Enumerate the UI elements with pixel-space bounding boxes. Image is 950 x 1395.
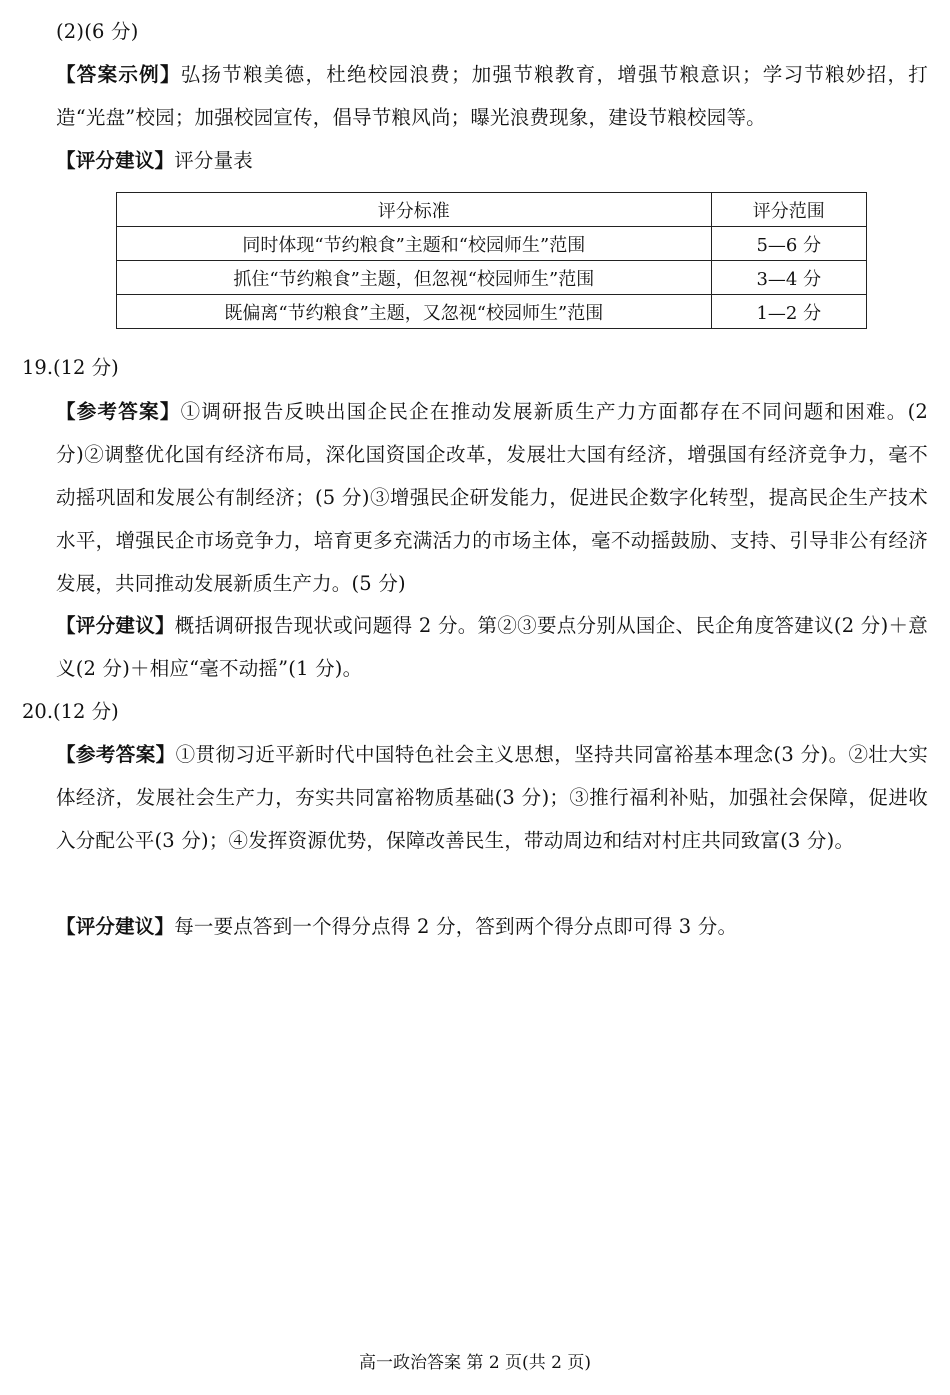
- answer-label: 【参考答案】: [56, 743, 176, 766]
- table-header-row: [117, 193, 867, 227]
- scoring-text: 评分量表: [174, 149, 254, 172]
- criteria-cell: 抓住“节约粮食”主题，但忽视“校园师生”范围: [117, 261, 712, 295]
- header-range: 评分范围: [711, 193, 866, 227]
- answer-label: 【参考答案】: [56, 400, 181, 423]
- criteria-cell: 既偏离“节约粮食”主题，又忽视“校园师生”范围: [117, 295, 712, 329]
- range-cell: 1—2 分: [711, 295, 866, 329]
- q19-header: 19.(12 分): [22, 356, 119, 379]
- header-criteria: 评分标准: [117, 193, 712, 227]
- part2-scoring: [56, 139, 928, 182]
- scoring-label: 【评分建议】: [56, 614, 175, 637]
- scoring-text: 概括调研报告现状或问题得 2 分。第②③要点分别从国企、民企角度答建议(2 分)＋意义(2 分)＋相应“毫不动摇”(1 分)。: [56, 614, 929, 680]
- table-row: [117, 261, 867, 295]
- table-row: [117, 295, 867, 329]
- scoring-rubric-table: [116, 192, 867, 329]
- q20-scoring: [56, 905, 928, 948]
- page-footer: 高一政治答案 第 2 页(共 2 页): [359, 1353, 591, 1373]
- range-cell: 5—6 分: [711, 227, 866, 261]
- answer-text: ①贯彻习近平新时代中国特色社会主义思想，坚持共同富裕基本理念(3 分)。②壮大实体经济，发展社会生产力，夯实共同富裕物质基础(3 分)；③推行福利补贴，加强社会保障，促进收入分配公平(3 分)；④发挥资源优势，保障改善民生，带动周边和结对村庄共同致富(3 分)。: [56, 743, 928, 852]
- q20-header: 20.(12 分): [22, 700, 119, 723]
- example-text: 弘扬节粮美德，杜绝校园浪费；加强节粮教育，增强节粮意识；学习节粮妙招，打造“光盘”校园；加强校园宣传，倡导节粮风尚；曝光浪费现象，建设节粮校园等。: [56, 63, 929, 129]
- scoring-text: 每一要点答到一个得分点得 2 分，答到两个得分点即可得 3 分。: [174, 915, 738, 938]
- criteria-cell: 同时体现“节约粮食”主题和“校园师生”范围: [117, 227, 712, 261]
- range-cell: 3—4 分: [711, 261, 866, 295]
- q19-scoring: [56, 604, 928, 690]
- q19-answer: [56, 390, 928, 605]
- part2-header: (2)(6 分): [56, 20, 139, 43]
- answer-text: ①调研报告反映出国企民企在推动发展新质生产力方面都存在不同问题和困难。(2 分)②调整优化国有经济布局，深化国资国企改革，发展壮大国有经济，增强国有经济竞争力，毫不动摇巩固和发展公有制经济；(5 分)③增强民企研发能力，促进民企数字化转型，提高民企生产技术水平，增强民企市场竞争力，培育更多充满活力的市场主体，毫不动摇鼓励、支持、引导非公有经济发展，共同推动发展新质生产力。(5 分): [56, 400, 928, 595]
- scoring-label: 【评分建议】: [56, 149, 175, 172]
- table-row: [117, 227, 867, 261]
- example-label: 【答案示例】: [56, 63, 181, 86]
- q20-answer: [56, 733, 928, 862]
- part2-example: [56, 53, 928, 139]
- scoring-label: 【评分建议】: [56, 915, 175, 938]
